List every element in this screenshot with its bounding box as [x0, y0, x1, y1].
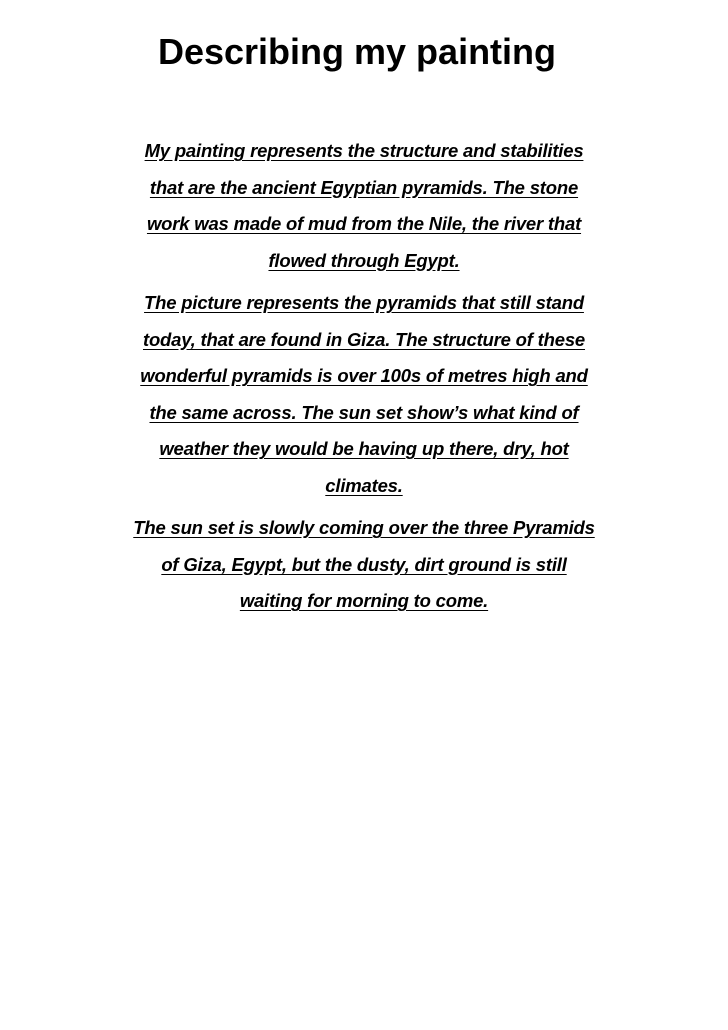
paragraph-line: weather they would be having up there, dry, hot	[159, 438, 569, 459]
paragraph-3	[96, 510, 632, 620]
paragraph-line: The picture represents the pyramids that still stand	[144, 292, 584, 313]
paragraph-line: that are the ancient Egyptian pyramids. The stone	[149, 176, 579, 198]
paragraph-line: work was made of mud from the Nile, the river that	[146, 213, 582, 234]
paragraph-line: today, that are found in Giza. The structure of these	[142, 328, 586, 350]
paragraph-line: My painting represents the structure and stabilities	[144, 140, 584, 161]
paragraph-2	[96, 285, 632, 504]
paragraph-line: The sun set is slowly coming over the three Pyramids	[133, 517, 595, 538]
document-body	[96, 133, 632, 626]
paragraph-line: waiting for morning to come.	[239, 590, 489, 611]
paragraph-1	[96, 133, 632, 279]
paragraph-line: of Giza, Egypt, but the dusty, dirt ground is still	[161, 553, 567, 575]
paragraph-line: wonderful pyramids is over 100s of metres high and	[140, 365, 588, 386]
paragraph-line: climates.	[325, 474, 403, 496]
paragraph-line: the same across. The sun set show’s what kind of	[149, 401, 579, 423]
page-title: Describing my painting	[157, 31, 557, 72]
paragraph-line: flowed through Egypt.	[268, 249, 460, 271]
